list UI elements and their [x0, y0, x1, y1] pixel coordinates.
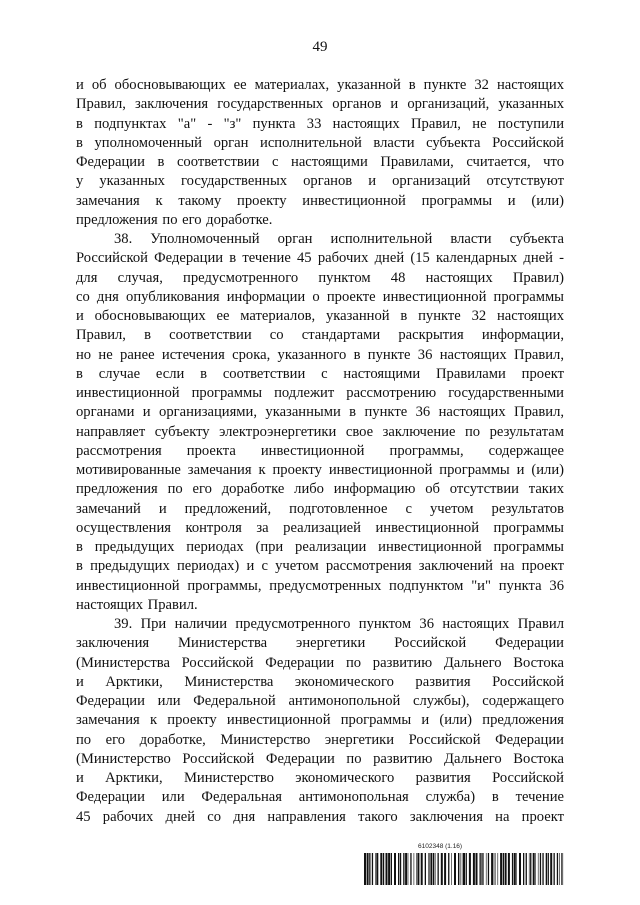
text-line: Федерации или Федеральной антимонопольной службы), содержащего	[76, 693, 564, 709]
text-line: 38. Уполномоченный орган исполнительной власти субъекта	[114, 231, 564, 247]
text-line: для случая, предусмотренного пунктом 48 настоящих Правил)	[76, 269, 564, 286]
text-line: осуществления контроля за реализацией инвестиционной программы	[76, 519, 564, 536]
document-barcode	[364, 843, 564, 887]
text-line: и об обосновывающих ее материалах, указанной в пункте 32 настоящих	[76, 77, 564, 93]
text-line: в уполномоченный орган исполнительной власти субъекта Российской	[76, 134, 564, 151]
text-line: в предыдущих периодах (при реализации инвестиционной программы	[76, 539, 564, 555]
text-line: со дня опубликования информации о проекте инвестиционной программы	[76, 288, 564, 305]
text-line: и Арктики, Министерство экономического развития Российской	[76, 770, 564, 786]
text-line: инвестиционной программы подлежит рассмотрению государственными	[76, 385, 564, 401]
text-line: (Министерства Российской Федерации по развитию Дальнего Востока	[76, 654, 564, 671]
text-line: Правил, заключения государственных органов и организаций, указанных	[76, 96, 564, 113]
text-line: предложения по его доработке.	[76, 211, 273, 228]
text-line: у указанных государственных органов и организаций отсутствуют	[76, 173, 564, 190]
text-line: в случае если в соответствии с настоящими Правилами проект	[76, 365, 564, 382]
text-line: замечания к такому проекту инвестиционной программы и (или)	[76, 192, 564, 209]
text-line: органами и организациями, указанными в пункте 36 настоящих Правил,	[76, 404, 564, 421]
barcode-caption: 6102348 (1.16)	[418, 843, 463, 850]
paragraph-38	[76, 230, 564, 615]
document-body	[76, 76, 564, 827]
text-line: 39. При наличии предусмотренного пунктом 36 настоящих Правил	[114, 616, 564, 632]
text-line: но не ранее истечения срока, указанного в пункте 36 настоящих Правил,	[76, 346, 564, 363]
text-line: в подпунктах "а" - "з" пункта 33 настоящих Правил, не поступили	[76, 115, 564, 132]
text-line: инвестиционной программы, предусмотренных подпунктом "и" пункта 36	[76, 577, 564, 594]
text-line: предложения по его доработке либо информацию об отсутствии таких	[76, 481, 564, 498]
text-line: рассмотрения проекта инвестиционной программы, содержащее	[76, 442, 564, 459]
text-line: Правил, в соответствии со стандартами раскрытия информации,	[76, 327, 564, 344]
text-line: направляет субъекту электроэнергетики свое заключение по результатам	[76, 423, 564, 440]
text-line: замечаний и предложений, подготовленное с учетом результатов	[76, 500, 564, 517]
paragraph-39	[76, 615, 564, 827]
text-line: Федерации или Федеральная антимонопольная служба) в течение	[76, 789, 564, 806]
text-line: 45 рабочих дней со дня направления такого заключения на проект	[76, 808, 564, 825]
page-number: 49	[312, 39, 328, 55]
text-line: Федерации в соответствии с настоящими Правилами, считается, что	[76, 154, 564, 170]
text-line: Российской Федерации в течение 45 рабочих дней (15 календарных дней -	[76, 250, 564, 267]
barcode-icon	[364, 853, 564, 885]
text-line: настоящих Правил.	[76, 596, 198, 613]
text-line: мотивированные замечания к проекту инвестиционной программы и (или)	[76, 462, 564, 478]
text-line: (Министерство Российской Федерации по развитию Дальнего Востока	[76, 750, 564, 767]
text-line: и Арктики, Министерства экономического развития Российской	[76, 673, 564, 690]
text-line: заключения Министерства энергетики Российской Федерации	[76, 635, 564, 652]
text-line: и обосновывающих ее материалов, указанной в пункте 32 настоящих	[76, 308, 564, 324]
text-line: в предыдущих периодах) и с учетом рассмотрения заключений на проект	[76, 558, 564, 575]
paragraph-continuation	[76, 76, 564, 230]
text-line: по его доработке, Министерство энергетики Российской Федерации	[76, 731, 564, 748]
text-line: замечания к проекту инвестиционной программы и (или) предложения	[76, 712, 564, 729]
